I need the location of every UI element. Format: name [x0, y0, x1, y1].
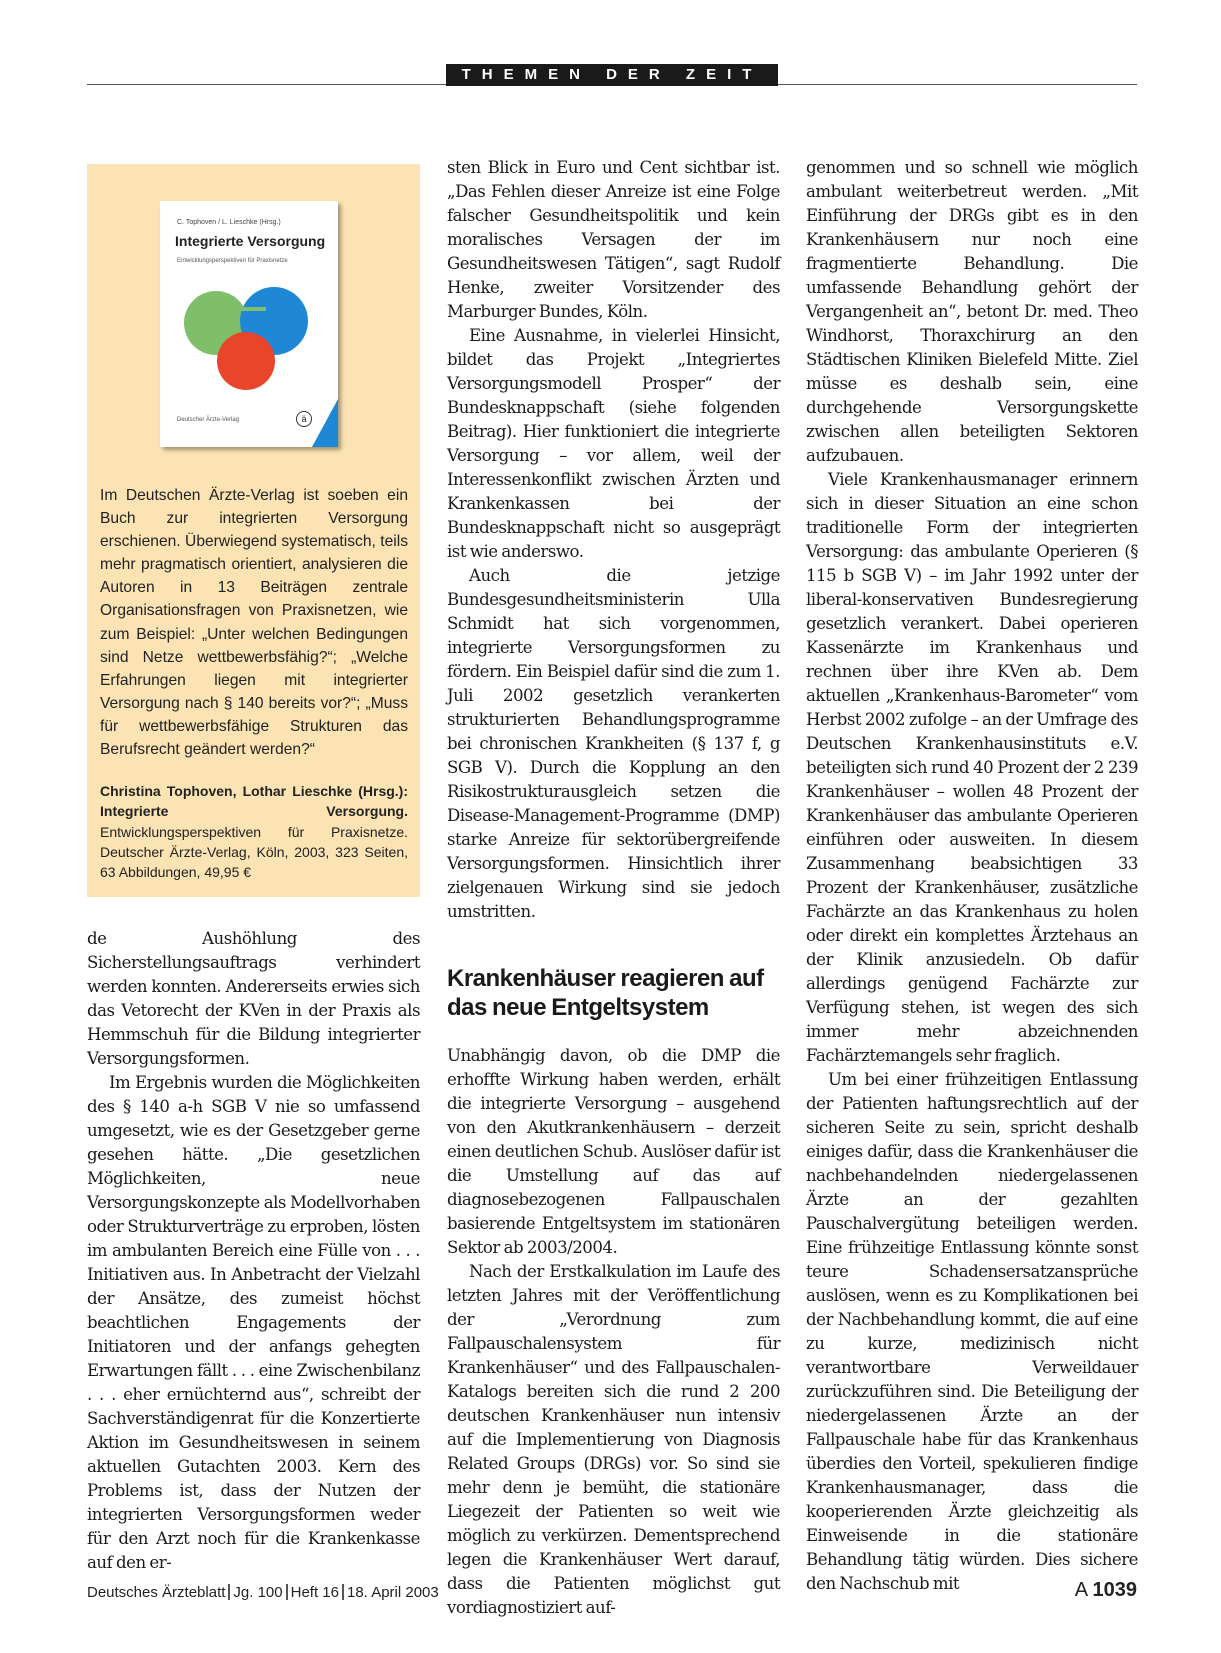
paragraph: Viele Krankenhausmanager erinnern sich in dieser Situation an eine schon traditionelle Form der integrierten Versorgung: das ambulante Operieren (§ 115 b SGB V) – im Jahr 1992 unter der liberal-konservativen Bundesregierung gesetzlich verankert. Dabei operieren Kassenärzte im Krankenhaus und rechnen über ihre KVen ab. Dem aktuellen „Krankenhaus-Barometer“ vom Herbst 2002 zufolge – an der Umfrage des Deutschen Krankenhausinstituts e.V. beteiligten sich rund 40 Prozent der 2 239 Krankenhäuser – wollen 48 Prozent der Krankenhäuser das ambulante Operieren einführen oder ausweiten. In diesem Zusammenhang beabsichtigen 33 Prozent der Krankenhäuser, zusätzliche Fachärzte an das Krankenhaus zu holen oder direkt ein komplettes Ärztehaus an der Klinik anzusiedeln. Ob dafür allerdings genügend Fachärzte zur Verfügung stehen, ist wegen des sich immer mehr abzeichnenden Fachärztemangels sehr fraglich.: [806, 470, 1138, 1065]
sidebar-text: Im Deutschen Ärzte-Verlag ist soeben ein Buch zur integrierten Versorgung erschienen. Überwiegend systematisch, teils mehr pragmatisch orientiert, analysieren die Autoren in 13 Beiträgen zentrale Organisationsfragen von Praxisnetzen, wie zum Beispiel: „Unter welchen Bedingungen sind Netze wettbewerbsfähig?“; „Welche Erfahrungen liegen mit integrierter Versorgung nach § 140 bereits vor?“; „Muss für wettbewerbsfähige Strukturen das Berufsrecht geändert werden?“: [100, 487, 408, 759]
paragraph: sten Blick in Euro und Cent sichtbar ist. „Das Fehlen dieser Anreize ist eine Folge falscher Gesundheitspolitik und kein moralisches Versagen der im Gesundheitswesen Tätigen“, sagt Rudolf Henke, zweiter Vorsitzender des Marburger Bundes, Köln.: [447, 158, 780, 321]
cover-triangle: [312, 399, 338, 447]
divider: [286, 1584, 288, 1600]
column-3: [806, 156, 1138, 1596]
volume: Jg. 100: [233, 1584, 283, 1601]
paragraph: genommen und so schnell wie möglich ambulant weiterbetreut werden. „Mit Einführung der DRGs gibt es in den Krankenhäusern nur noch eine fragmentierte Behandlung. Die umfassende Behandlung gehört der Vergangenheit an“, betont Dr. med. Theo Windhorst, Thoraxchirurg an den Städtischen Kliniken Bielefeld Mitte. Ziel müsse es deshalb sein, eine durchgehende Versorgungskette zwischen allen beteiligten Sektoren aufzubauen.: [806, 158, 1138, 465]
paragraph: Im Ergebnis wurden die Möglichkeiten des § 140 a-h SGB V nie so umfassend umgesetzt, wie es der Gesetzgeber gerne gesehen hätte. „Die gesetzlichen Möglichkeiten, neue Versorgungskonzepte als Modellvorhaben oder Strukturverträge zu erproben, lösten im ambulanten Bereich eine Fülle von . . . Initiativen aus. In Anbetracht der Vielzahl der Ansätze, des zumeist höchst beachtlichen Engagements der Initiatoren und der anfangs gehegten Erwartungen fällt . . . eine Zwischenbilanz . . . eher ernüchternd aus“, schreibt der Sachverständigenrat für die Konzertierte Aktion im Gesundheitswesen in seinem aktuellen Gutachten 2003. Kern des Problems ist, dass der Nutzen der integrierten Versorgungsformen weder für den Arzt noch für die Krankenkasse auf den er-: [87, 1073, 420, 1572]
journal-name: Deutsches Ärzteblatt: [87, 1584, 226, 1601]
paragraph: Unabhängig davon, ob die DMP die erhoffte Wirkung haben werden, erhält die integrierte Versorgung – ausgehend von den Akutkrankenhäusern – derzeit einen deutlichen Schub. Auslöser dafür ist die Umstellung auf das auf diagnosebezogenen Fallpauschalen basierende Entgeltsystem im stationären Sektor ab 2003/2004.: [447, 1046, 780, 1257]
ref-details: Entwicklungsperspektiven für Praxisnetze. Deutscher Ärzte-Verlag, Köln, 2003, 323 Seiten, 63 Abbildungen, 49,95 €: [100, 823, 408, 881]
column-1: [87, 927, 420, 1575]
book-cover: [160, 201, 338, 447]
page-number: [1075, 1579, 1137, 1602]
column-2: [447, 156, 780, 1620]
book-editors: C. Tophoven / L. Lieschke (Hrsg.): [177, 219, 281, 226]
red-circle: [217, 332, 275, 390]
paragraph: Auch die jetzige Bundesgesundheitsministerin Ulla Schmidt hat sich vorgenommen, integrierte Versorgungsformen zu fördern. Ein Beispiel dafür sind die zum 1. Juli 2002 gesetzlich verankerten strukturierten Behandlungsprogramme bei chronischen Krankheiten (§ 137 f, g SGB V). Durch die Kopplung an den Risikostrukturausgleich setzen die Disease-Management-Programme (DMP) starke Anreize für sektorübergreifende Versorgungsformen. Hinsichtlich ihrer zielgenauen Wirkung sind sie jedoch umstritten.: [447, 566, 780, 921]
book-title: Integrierte Versorgung: [175, 233, 326, 249]
book-cover-illustration: [174, 285, 324, 400]
book-publisher: Deutscher Ärzte-Verlag: [177, 417, 240, 423]
issue: Heft 16: [290, 1584, 339, 1601]
footer-citation: [87, 1584, 439, 1601]
issue-date: 18. April 2003: [347, 1584, 439, 1601]
book-subtitle: Entwicklungsperspektiven für Praxisnetze: [177, 258, 288, 264]
section-heading: Krankenhäuser reagieren auf das neue Entgeltsystem: [447, 965, 764, 1021]
divider: [342, 1584, 344, 1600]
ref-title: Integrierte Versorgung.: [100, 803, 408, 820]
paragraph: Um bei einer frühzeitigen Entlassung der Patienten haftungsrechtlich auf der sicheren Seite zu sein, spricht deshalb einiges dafür, dass die Krankenhäuser die nachbehandelnden niedergelassenen Ärzte an der gezahlten Pauschalvergütung beteiligen werden. Eine frühzeitige Entlassung könnte sonst teure Schadensersatzansprüche auslösen, wenn es zu Komplikationen bei der Nachbehandlung kommt, die auf eine zu kurze, medizinisch nicht verantwortbare Verweildauer zurückzuführen sind. Die Beteiligung der niedergelassenen Ärzte an der Fallpauschale habe für das Krankenhaus überdies den Vorteil, spekulieren findige Krankenhausmanager, dass die kooperierenden Ärzte gleichzeitig als Einweisende in die stationäre Behandlung tätig würden. Dies sichere den Nachschub mit: [806, 1070, 1138, 1593]
divider: [228, 1584, 230, 1600]
book-reference: [100, 781, 408, 882]
section-label: THEMEN DER ZEIT: [446, 64, 778, 86]
ref-authors: Christina Tophoven, Lothar Lieschke (Hrsg.):: [100, 783, 408, 799]
paragraph: Eine Ausnahme, in vielerlei Hinsicht, bildet das Projekt „Integriertes Versorgungsmodell Prosper“ der Bundesknappschaft (siehe folgenden Beitrag). Hier funktioniert die integrierte Versorgung – vor allem, weil der Interessenkonflikt zwischen Ärzten und Krankenkassen bei der Bundesknappschaft nicht so ausgeprägt ist wie anderswo.: [447, 326, 780, 561]
page-prefix: A: [1074, 1579, 1087, 1601]
book-sidebar: [87, 164, 420, 897]
publisher-logo-icon: ä: [296, 411, 312, 427]
paragraph: de Aushöhlung des Sicherstellungsauftrags verhindert werden konnten. Andererseits erwies sich das Vetorecht der KVen in der Praxis als Hemmschuh für die Bildung integrierter Versorgungsformen.: [87, 929, 420, 1068]
paragraph: Nach der Erstkalkulation im Laufe des letzten Jahres mit der Veröffentlichung der „Verordnung zum Fallpauschalensystem für Krankenhäuser“ und des Fallpauschalen-Katalogs bereiten sich die rund 2 200 deutschen Krankenhäuser nun intensiv auf die Implementierung von Diagnosis Related Groups (DRGs) vor. So sind sie mehr denn je bemüht, die stationäre Liegezeit der Patienten so weit wie möglich zu verkürzen. Dementsprechend legen die Krankenhäuser Wert darauf, dass die Patienten möglichst gut vordiagnostiziert auf-: [447, 1262, 780, 1617]
page-number-value: 1039: [1092, 1579, 1137, 1601]
